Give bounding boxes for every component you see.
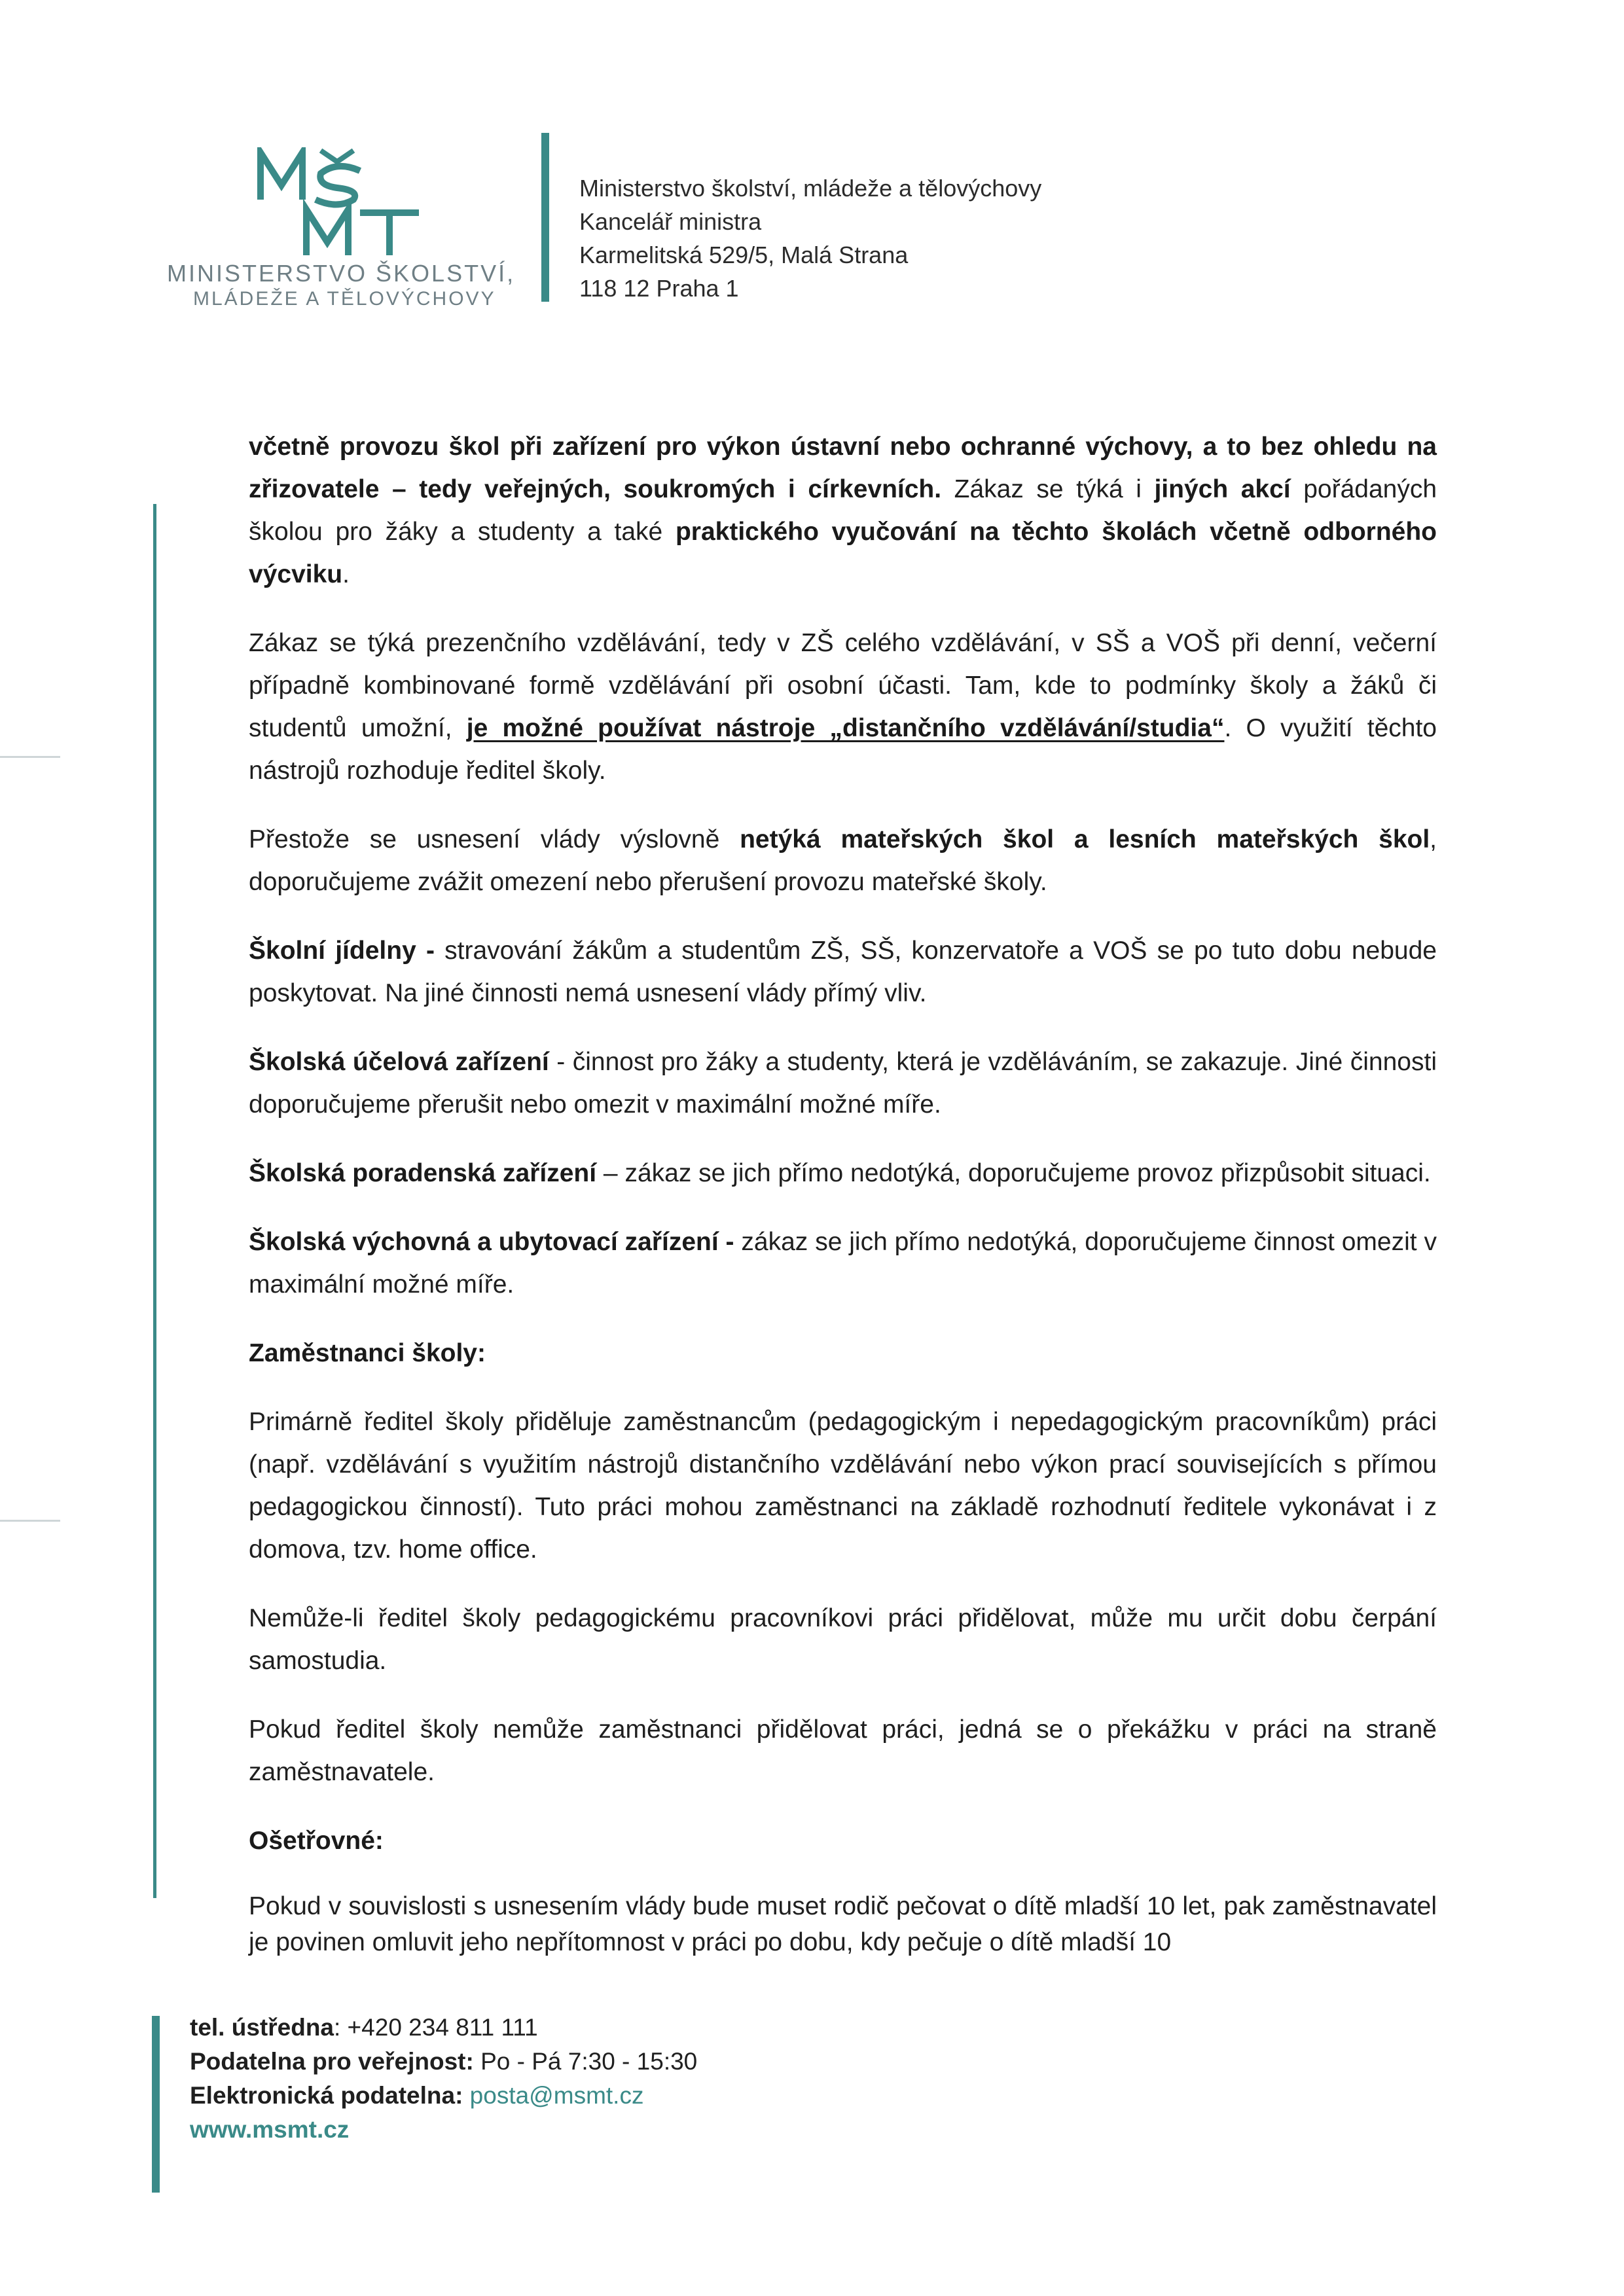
paragraph: Školní jídelny - stravování žákům a studentům ZŠ, SŠ, konzervatoře a VOŠ se po tuto dobu nebude poskytovat. Na jiné činnosti nemá usnesení vlády přímý vliv. (249, 937, 1437, 1007)
paragraph: Školská účelová zařízení - činnost pro žáky a studenty, která je vzděláváním, se zakazuje. Jiné činnosti doporučujeme přerušit nebo omezit v maximální možné míře. (249, 1048, 1437, 1119)
paragraph: Školská výchovná a ubytovací zařízení - zákaz se jich přímo nedotýká, doporučujeme činnost omezit v maximální možné míře. (249, 1228, 1437, 1299)
paragraph: Primárně ředitel školy přiděluje zaměstnancům (pedagogickým i nepedagogickým pracovníkům) práci (např. vzdělávání s využitím nástrojů distančního vzdělávání nebo výkon prací souvisejících s přímou pedagogickou činností). Tuto práci mohou zaměstnanci na základě rozhodnutí ředitele vykonávat i z domova, tzv. home office. (249, 1408, 1437, 1564)
address-line: Karmelitská 529/5, Malá Strana (579, 242, 909, 268)
side-accent-bar (153, 504, 156, 1898)
address-line: Kancelář ministra (579, 208, 762, 235)
paragraph: Školská poradenská zařízení – zákaz se jich přímo nedotýká, doporučujeme provoz přizpůsobit situaci. (249, 1159, 1431, 1187)
msmt-logo (167, 147, 520, 311)
distance-learning-highlight: je možné používat nástroje „distančního vzdělávání/studia“ (466, 714, 1225, 742)
paragraph: Pokud v souvislosti s usnesením vlády bude muset rodič pečovat o dítě mladší 10 let, pak zaměstnavatel je povinen omluvit jeho nepřítomnost v práci po dobu, kdy pečuje o dítě mladší 10 (249, 1892, 1437, 1956)
address-line: 118 12 Praha 1 (579, 275, 739, 302)
email-link[interactable]: posta@msmt.cz (469, 2082, 644, 2109)
letter-body (249, 425, 1437, 1986)
section-heading: Ošetřovné: (249, 1827, 384, 1855)
paragraph: Zákaz se týká prezenčního vzdělávání, tedy v ZŠ celého vzdělávání, v SŠ a VOŠ při denní, večerní případně kombinované formě vzdělávání při osobní účasti. Tam, kde to podmínky školy a žáků či studentů umožní, je možné používat nástroje „distančního vzdělávání/studia“. O využití těchto nástrojů rozhoduje ředitel školy. (249, 629, 1437, 785)
paragraph: Přestože se usnesení vlády výslovně netýká mateřských škol a lesních mateřských škol, doporučujeme zvážit omezení nebo přerušení provozu mateřské školy. (249, 825, 1437, 896)
footer-phone: tel. ústředna: +420 234 811 111 (190, 2014, 538, 2041)
paragraph: Nemůže-li ředitel školy pedagogickému pracovníkovi práci přidělovat, může mu určit dobu čerpání samostudia. (249, 1604, 1437, 1675)
website-link[interactable]: www.msmt.cz (190, 2116, 350, 2143)
footer-accent-bar (152, 2016, 160, 2193)
section-heading: Zaměstnanci školy: (249, 1339, 486, 1367)
footer-e-office: Elektronická podatelna: posta@msmt.cz (190, 2082, 644, 2109)
msmt-monogram-icon (255, 147, 425, 259)
logo-text-line1: MINISTERSTVO ŠKOLSTVÍ, (167, 260, 516, 287)
footer-office-hours: Podatelna pro veřejnost: Po - Pá 7:30 - 15:30 (190, 2048, 698, 2075)
header-divider (541, 133, 549, 302)
address-line: Ministerstvo školství, mládeže a tělovýchovy (579, 175, 1042, 202)
paragraph: Pokud ředitel školy nemůže zaměstnanci přidělovat práci, jedná se o překážku v práci na straně zaměstnavatele. (249, 1715, 1437, 1786)
logo-text-line2: MLÁDEŽE A TĚLOVÝCHOVY (193, 288, 496, 310)
contact-footer (190, 2011, 697, 2147)
edge-fold-mark (0, 1520, 60, 1522)
paragraph: včetně provozu škol při zařízení pro výkon ústavní nebo ochranné výchovy, a to bez ohledu na zřizovatele – tedy veřejných, soukromých i církevních. Zákaz se týká i jiných akcí pořádaných školou pro žáky a studenty a také praktického vyučování na těchto školách včetně odborného výcviku. (249, 433, 1437, 588)
edge-fold-mark (0, 756, 60, 758)
sender-address (579, 171, 1041, 305)
